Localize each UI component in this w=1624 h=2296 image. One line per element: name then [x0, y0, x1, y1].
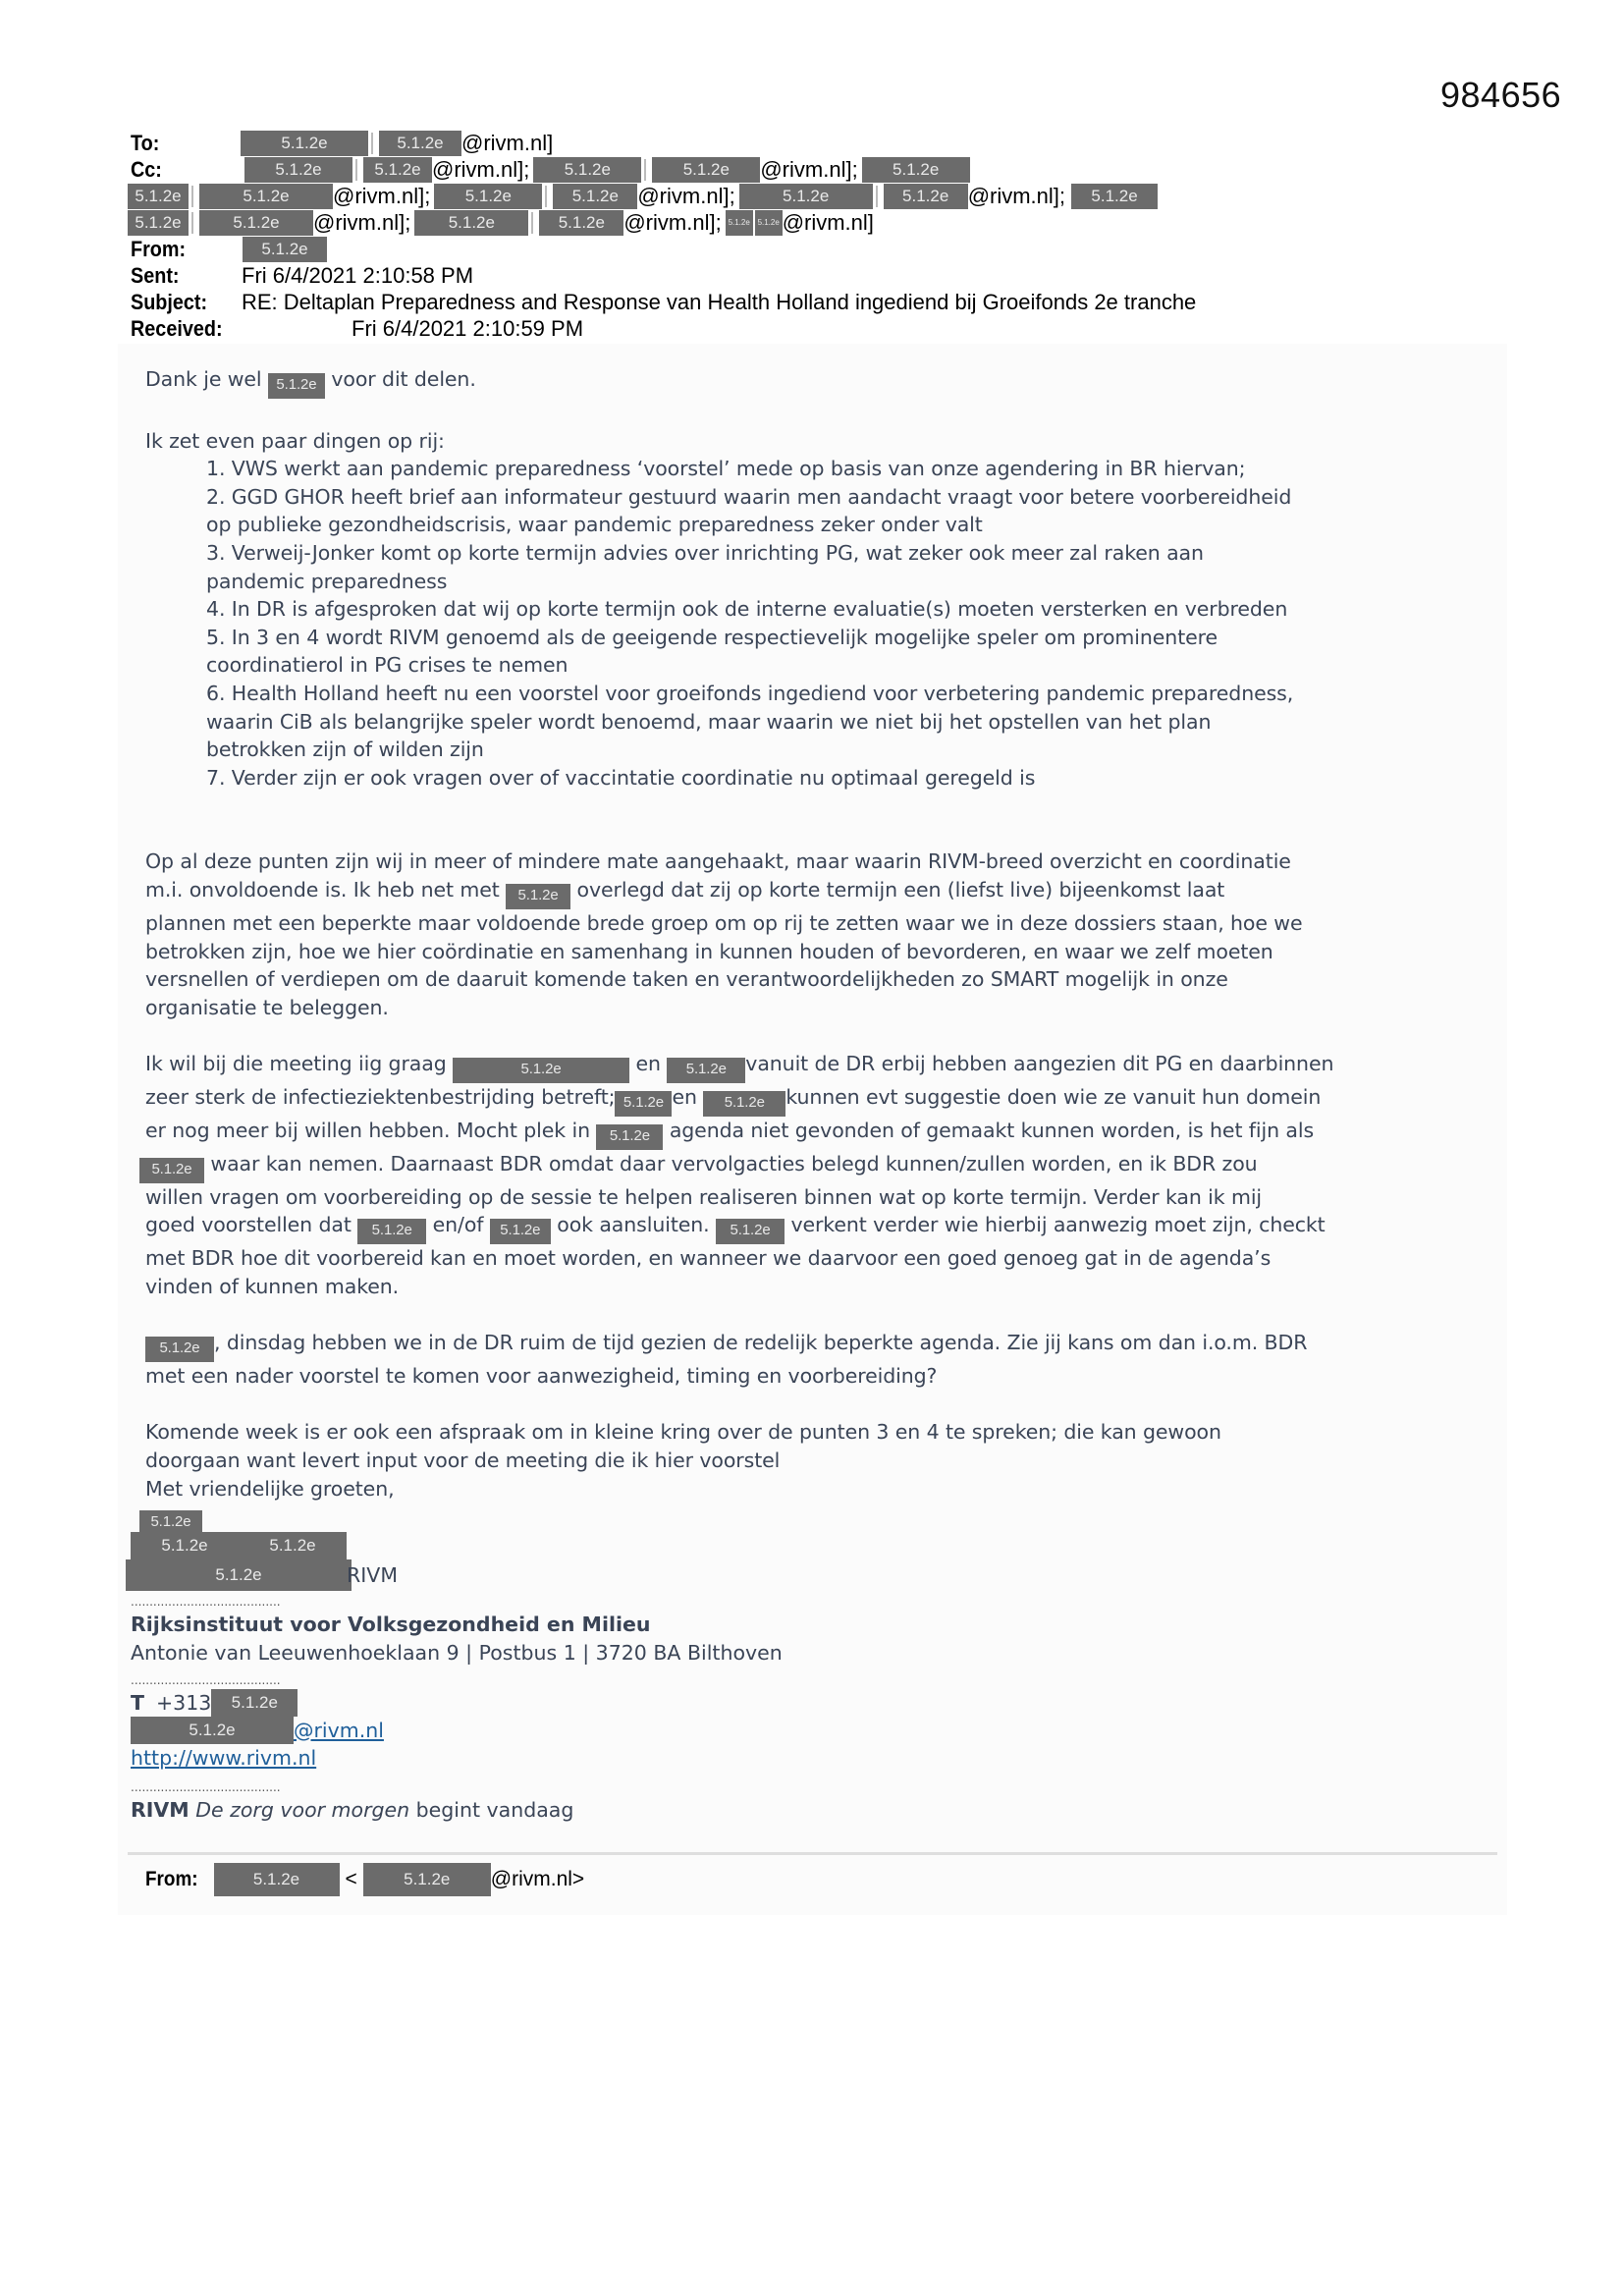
redaction: 5.1.2e	[739, 184, 873, 209]
points-list	[145, 455, 1500, 792]
list-item: pandemic preparedness	[206, 569, 448, 593]
redaction: 5.1.2e	[268, 373, 325, 399]
document-number: 984656	[1440, 75, 1562, 115]
sent-value: Fri 6/4/2021 2:10:58 PM	[242, 263, 474, 288]
redaction: 5.1.2e	[615, 1091, 672, 1117]
redaction: 5.1.2e	[126, 1559, 352, 1591]
list-item: coordinatierol in PG crises te nemen	[206, 653, 568, 678]
quoted-email-domain: @rivm.nl>	[490, 1868, 585, 1890]
redaction: 5.1.2e	[1071, 184, 1158, 209]
list-item: betrokken zijn of wilden zijn	[206, 738, 484, 762]
paragraph-1: Op al deze punten zijn wij in meer of mindere mate aangehaakt, maar waarin RIVM-breed overzicht en coordinatie m.i. onvoldoende is. Ik heb net met 5.1.2e overlegd dat zij op korte termijn een (liefst live) bijeenkomst laat plannen met een beperkte maar voldoende brede groep om op rij te zetten waar we in deze dossiers staan, hoe we betrokken zijn, hoe we hier coördinatie en samenhang in kunnen houden of bevorderen, en waar we zelf moeten versnellen of verdiepen om de daaruit komende taken en verantwoordelijkheden zo SMART mogelijk in onze organisatie te beleggen.	[145, 849, 1303, 1019]
redaction: 5.1.2e	[241, 131, 368, 156]
redaction: 5.1.2e	[755, 210, 783, 236]
redaction: 5.1.2e	[363, 157, 432, 183]
email-link[interactable]: @rivm.nl	[294, 1718, 384, 1742]
bracket	[545, 186, 550, 207]
cc-row-3	[128, 209, 874, 236]
redaction: 5.1.2e	[533, 157, 641, 183]
quoted-separator	[128, 1852, 1497, 1855]
email-domain: @rivm.nl]	[782, 210, 874, 235]
quoted-from-row: From: 5.1.2e < 5.1.2e @rivm.nl>	[145, 1863, 584, 1896]
redaction: 5.1.2e	[506, 884, 570, 909]
redaction: 5.1.2e	[128, 210, 189, 236]
paragraph-2: Ik wil bij die meeting iig graag 5.1.2e en 5.1.2e vanuit de DR erbij hebben aangezien dit PG en daarbinnen zeer sterk de infectieziektenbestrijding betreft; 5.1.2e en 5.1.2e kunnen evt suggestie doen wie ze vanuit hun domein er nog meer bij willen hebben. Mocht plek in 5.1.2e agenda niet gevonden of gemaakt kunnen worden, is het fijn als 5.1.2e waar kan nemen. Daarnaast BDR omdat daar vervolgacties belegd kunnen/zullen worden, en ik BDR zou willen vragen om voorbereiding op de sessie te helpen realiseren binnen wat op korte termijn. Verder kan ik mij goed voorstellen dat 5.1.2e en/of 5.1.2e ook aansluiten. 5.1.2e verkent verder wie hierbij aanwezig moet zijn, checkt met BDR hoe dit voorbereid kan en moet worden, en wanneer we daarvoor een goed genoeg gat in de agenda’s vinden of kunnen maken.	[145, 1050, 1500, 1301]
redaction: 5.1.2e	[490, 1219, 551, 1244]
to-row	[131, 130, 553, 156]
list-item: 3. Verweij-Jonker komt op korte termijn advies over inrichting PG, wat zeker ook meer zal raken aan	[206, 540, 1204, 565]
paragraph-3: 5.1.2e , dinsdag hebben we in de DR ruim de tijd gezien de redelijk beperkte agenda. Zie jij kans om dan i.o.m. BDR met een nader voorstel te komen voor aanwezigheid, timing en voorbereiding?	[145, 1331, 1308, 1389]
closing: Met vriendelijke groeten,	[145, 1476, 395, 1501]
website-row	[131, 1744, 783, 1773]
message-body	[145, 365, 1500, 1538]
cc-row	[131, 156, 970, 183]
redaction: 5.1.2e	[357, 1219, 426, 1244]
from-label: From:	[131, 237, 187, 261]
redaction: 5.1.2e	[652, 157, 760, 183]
greeting: Dank je wel 5.1.2e voor dit delen.	[145, 365, 1500, 399]
email-domain: @rivm.nl];	[432, 157, 530, 182]
bracket	[191, 212, 196, 234]
redaction: 5.1.2e	[131, 1532, 239, 1559]
received-label: Received:	[131, 316, 223, 341]
email-domain: @rivm.nl]	[461, 131, 554, 155]
redaction: 5.1.2e	[884, 184, 968, 209]
redaction: 5.1.2e	[726, 210, 753, 236]
intro: Ik zet even paar dingen op rij:	[145, 428, 445, 453]
bracket	[355, 159, 360, 181]
phone-row	[131, 1689, 783, 1717]
org-full-name: Rijksinstituut voor Volksgezondheid en Milieu	[131, 1613, 651, 1636]
redaction: 5.1.2e	[199, 210, 313, 236]
list-item: 5. In 3 en 4 wordt RIVM genoemd als de geeigende respectievelijk mogelijke speler om prominentere	[206, 625, 1218, 649]
list-item: 4. In DR is afgesproken dat wij op korte termijn ook de interne evaluatie(s) moeten versterken en verbreden	[206, 597, 1288, 622]
redaction: 5.1.2e	[199, 184, 333, 209]
email-domain: @rivm.nl];	[313, 210, 411, 235]
to-label: To:	[131, 131, 160, 155]
list-item: 7. Verder zijn er ook vragen over of vaccintatie coordinatie nu optimaal geregeld is	[206, 765, 1036, 790]
org-address: Antonie van Leeuwenhoeklaan 9 | Postbus 1 | 3720 BA Bilthoven	[131, 1641, 783, 1665]
signature-block	[131, 1532, 783, 1825]
received-row	[131, 315, 583, 342]
redaction: 5.1.2e	[862, 157, 970, 183]
divider: ........................................	[131, 1595, 281, 1609]
subject-label: Subject:	[131, 290, 208, 314]
divider: ........................................	[131, 1780, 281, 1794]
redaction: 5.1.2e	[214, 1863, 340, 1896]
bracket	[644, 159, 649, 181]
redaction: 5.1.2e	[553, 184, 637, 209]
website-link[interactable]: http://www.rivm.nl	[131, 1746, 317, 1770]
redaction: 5.1.2e	[243, 237, 327, 262]
paragraph-4: Komende week is er ook een afspraak om in kleine kring over de punten 3 en 4 te spreken; die kan gewoon doorgaan want levert input voor de meeting die ik hier voorstel Met vriendelijke groeten, 5.1.2e	[145, 1418, 1500, 1538]
cc-row-2	[128, 183, 1158, 209]
redaction: 5.1.2e	[667, 1058, 745, 1083]
email-domain: @rivm.nl];	[637, 184, 735, 208]
phone-prefix: +313	[155, 1690, 212, 1715]
redaction: 5.1.2e	[244, 157, 352, 183]
divider: ........................................	[131, 1673, 281, 1687]
redaction: 5.1.2e	[434, 184, 542, 209]
redaction: 5.1.2e	[131, 1717, 294, 1744]
subject-value: RE: Deltaplan Preparedness and Response van Health Holland ingediend bij Groeifonds 2e tranche	[242, 290, 1197, 314]
redaction: 5.1.2e	[414, 210, 528, 236]
redaction: 5.1.2e	[128, 184, 189, 209]
redaction: 5.1.2e	[379, 131, 461, 156]
redaction: 5.1.2e	[239, 1532, 347, 1559]
email-domain: @rivm.nl];	[333, 184, 431, 208]
redaction: 5.1.2e	[703, 1091, 785, 1117]
redaction: 5.1.2e	[139, 1158, 204, 1183]
signature-dept-row	[126, 1559, 783, 1591]
bracket	[876, 186, 881, 207]
tagline: RIVM De zorg voor morgen begint vandaag	[131, 1798, 574, 1822]
list-item: waarin CiB als belangrijke speler wordt benoemd, maar waarin we niet bij het opstellen van het plan	[206, 709, 1212, 734]
redaction: 5.1.2e	[716, 1219, 785, 1244]
org-short: RIVM	[347, 1562, 399, 1587]
quoted-from-label: From:	[145, 1868, 198, 1890]
email-row	[131, 1717, 783, 1744]
received-value: Fri 6/4/2021 2:10:59 PM	[352, 316, 584, 341]
list-item: 2. GGD GHOR heeft brief aan informateur gestuurd waarin men aandacht vraagt voor betere voorbereidheid	[206, 484, 1292, 509]
phone-label: T	[131, 1690, 144, 1715]
email-domain: @rivm.nl];	[760, 157, 858, 182]
bracket	[531, 212, 536, 234]
bracket	[191, 186, 196, 207]
cc-label: Cc:	[131, 157, 162, 182]
list-item: op publieke gezondheidscrisis, waar pandemic preparedness zeker onder valt	[206, 513, 983, 537]
subject-row	[131, 289, 1196, 315]
redaction: 5.1.2e	[211, 1689, 298, 1717]
redaction: 5.1.2e	[363, 1863, 491, 1896]
email-domain: @rivm.nl];	[623, 210, 722, 235]
redaction: 5.1.2e	[453, 1058, 629, 1083]
bracket	[371, 133, 376, 154]
from-row	[131, 236, 327, 262]
list-item: 6. Health Holland heeft nu een voorstel voor groeifonds ingediend voor verbetering pandemic preparedness,	[206, 681, 1294, 705]
email-domain: @rivm.nl];	[967, 184, 1066, 208]
sent-row	[131, 262, 473, 289]
sent-label: Sent:	[131, 263, 180, 288]
redaction: 5.1.2e	[596, 1124, 663, 1150]
signer-redaction: 5.1.2e	[139, 1510, 202, 1538]
redaction: 5.1.2e	[539, 210, 623, 236]
signature-name-row	[131, 1532, 783, 1559]
list-item: 1. VWS werkt aan pandemic preparedness ‘voorstel’ mede op basis van onze agendering in BR hiervan;	[206, 457, 1246, 481]
redaction: 5.1.2e	[145, 1337, 214, 1362]
